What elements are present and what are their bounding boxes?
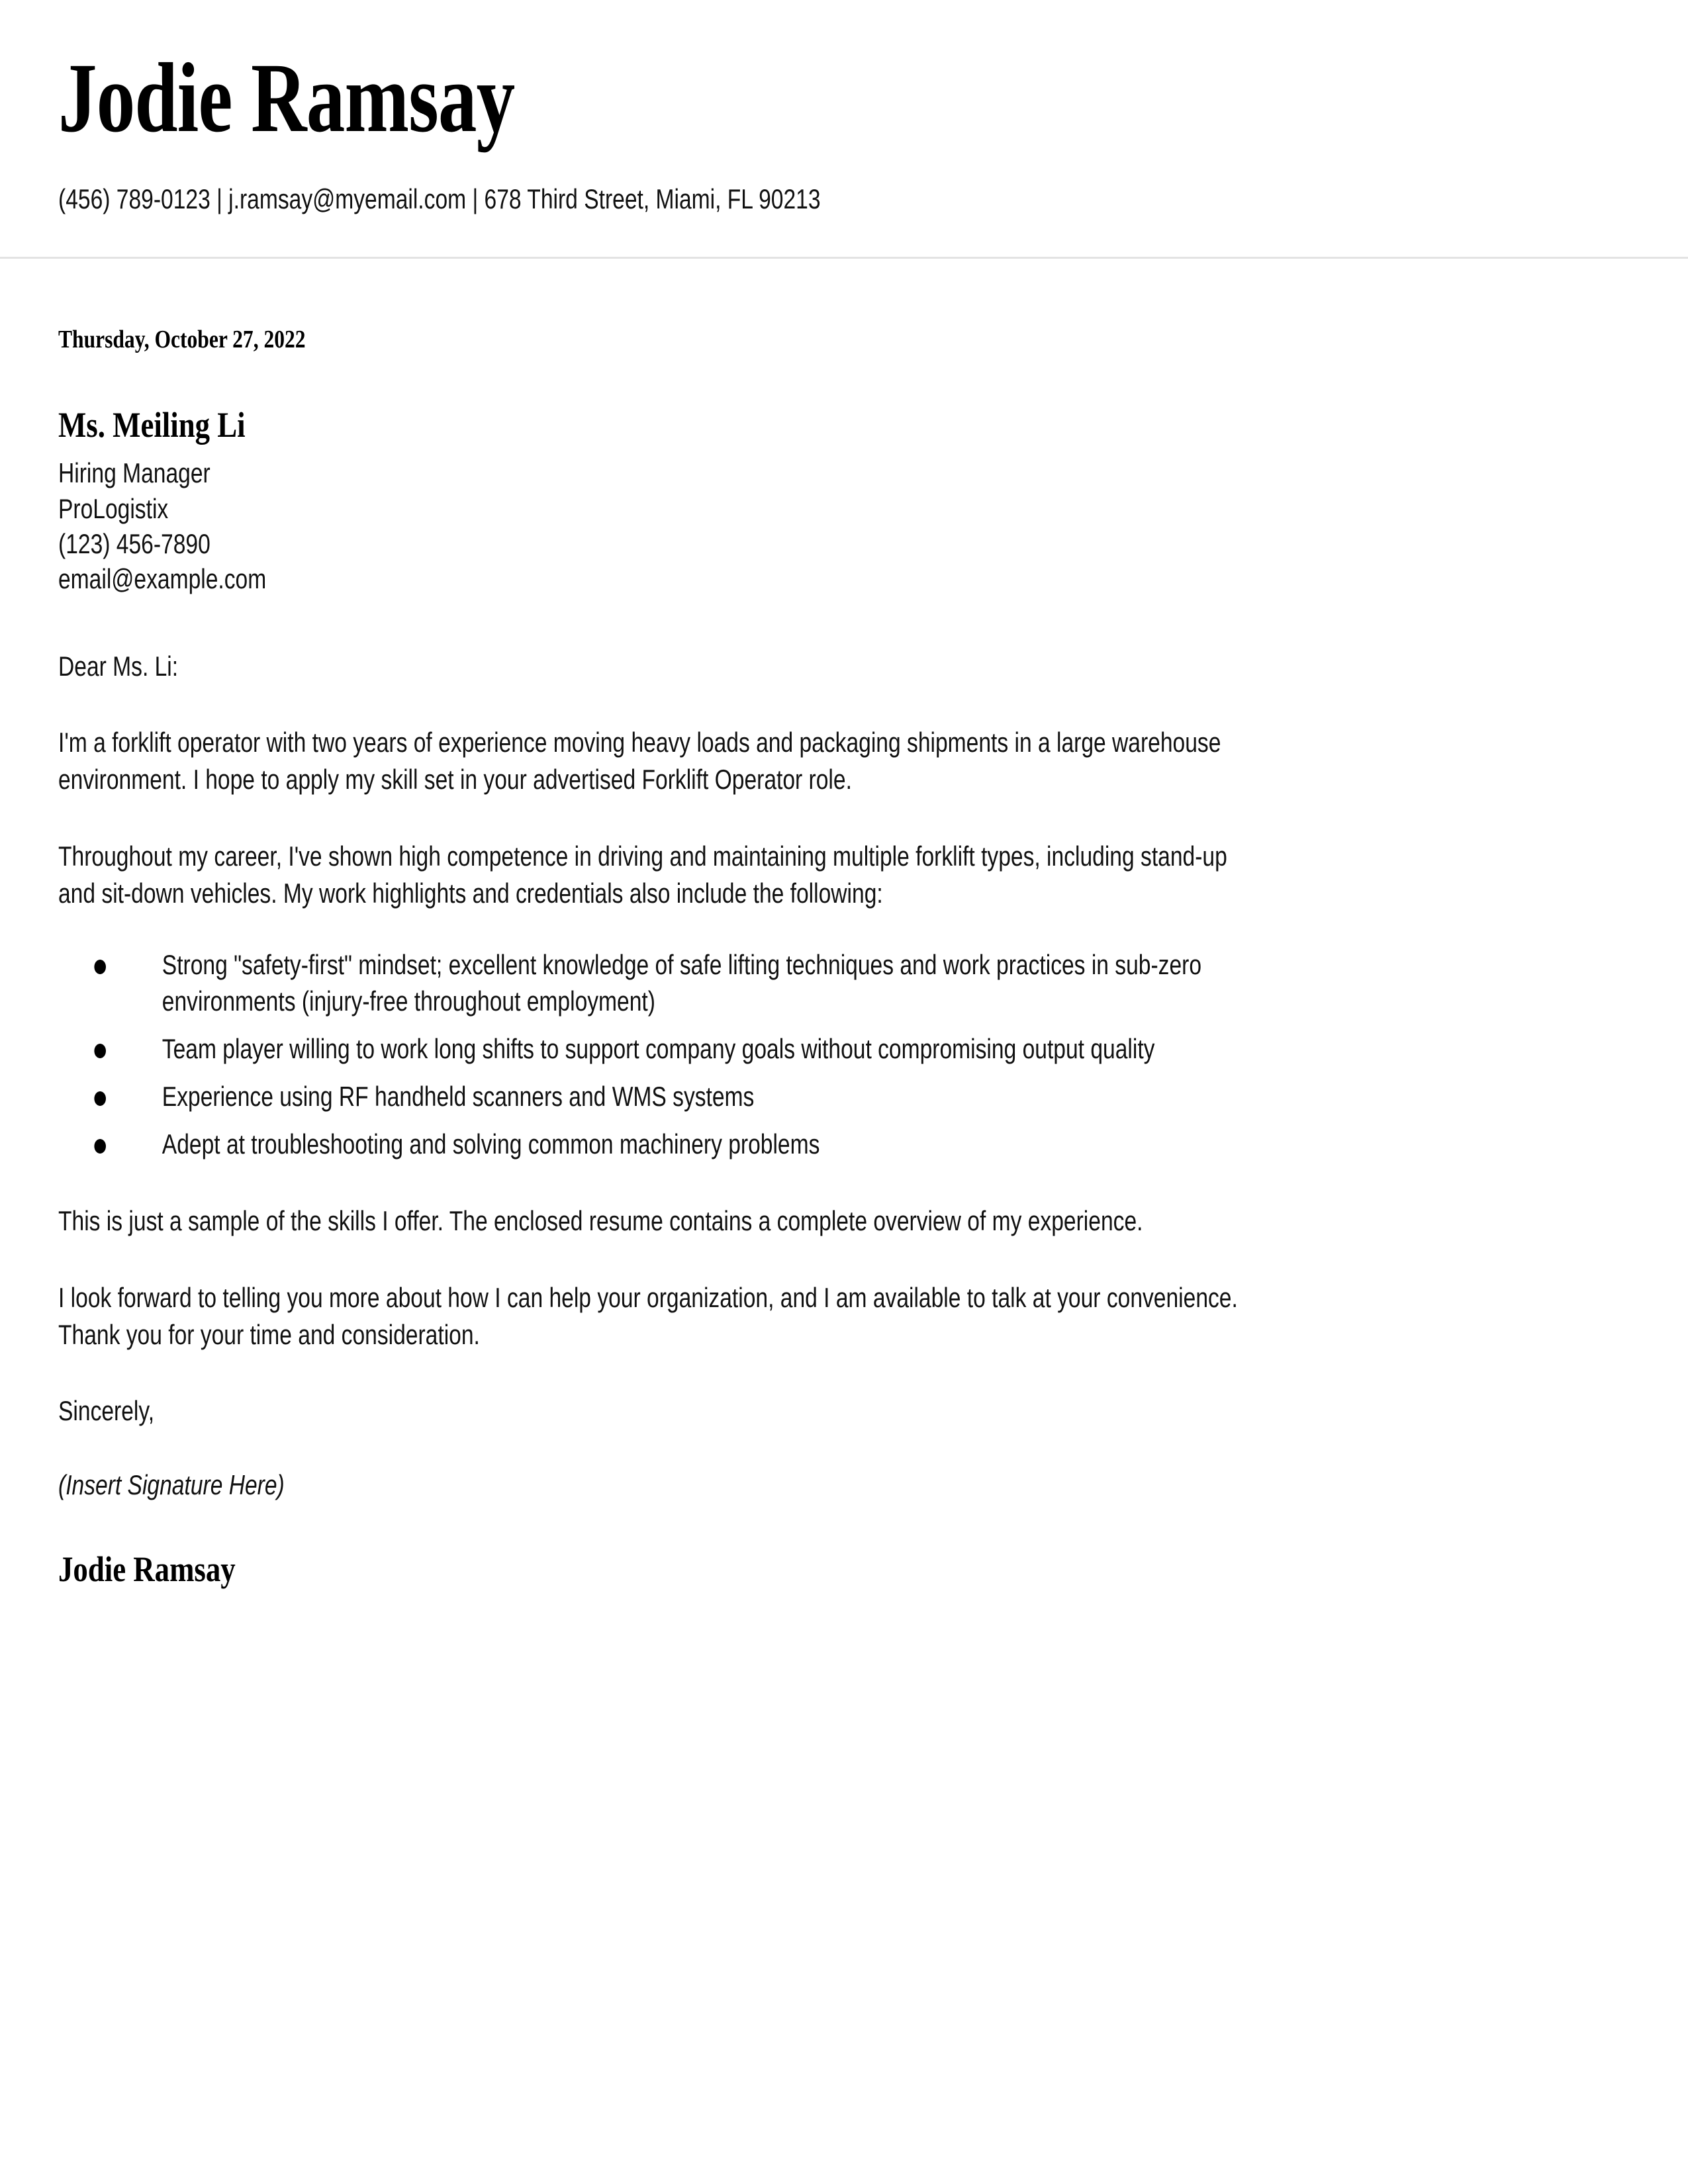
recipient-title: Hiring Manager — [58, 457, 211, 489]
recipient-company: ProLogistix — [58, 492, 169, 524]
list-item-text: Team player willing to work long shifts to support company goals without compromising output quality — [162, 1033, 1155, 1065]
applicant-name-heading: Jodie Ramsay — [58, 43, 515, 153]
bullet-dot-icon — [94, 1139, 106, 1154]
list-item — [58, 1126, 1317, 1163]
bullet-dot-icon — [94, 960, 106, 974]
bullet-dot-icon — [94, 1091, 106, 1106]
signature-placeholder: (Insert Signature Here) — [58, 1469, 285, 1501]
body-paragraph-2: Throughout my career, I've shown high competence in driving and maintaining multiple forklift types, including stand-up and sit-down vehicles. My work highlights and credentials also include the following: — [58, 840, 1227, 909]
letter-date: Thursday, October 27, 2022 — [58, 325, 306, 353]
closing-paragraph-1: This is just a sample of the skills I offer. The enclosed resume contains a complete overview of my experience. — [58, 1205, 1143, 1236]
letterhead — [0, 0, 1688, 259]
list-item-text: Strong "safety-first" mindset; excellent knowledge of safe lifting techniques and work practices in sub-zero environments (injury-free throughout employment) — [162, 948, 1202, 1017]
contact-info-line: (456) 789-0123 | j.ramsay@myemail.com | 678 Third Street, Miami, FL 90213 — [58, 183, 821, 214]
list-item-text: Adept at troubleshooting and solving common machinery problems — [162, 1128, 820, 1160]
list-item-text: Experience using RF handheld scanners and WMS systems — [162, 1081, 755, 1113]
list-item — [58, 946, 1317, 1021]
recipient-block — [58, 406, 1630, 597]
recipient-email: email@example.com — [58, 563, 267, 595]
recipient-name: Ms. Meiling Li — [58, 404, 246, 445]
letter-body — [0, 325, 1688, 1589]
list-item — [58, 1030, 1317, 1068]
body-paragraph-1: I'm a forklift operator with two years of experience moving heavy loads and packaging shipments in a large warehouse environment. I hope to apply my skill set in your advertised Forklift Operator role. — [58, 727, 1221, 796]
recipient-phone: (123) 456-7890 — [58, 527, 211, 559]
bullet-dot-icon — [94, 1044, 106, 1058]
closing-paragraph-2: I look forward to telling you more about how I can help your organization, and I am available to talk at your convenience. Thank you for your time and consideration. — [58, 1281, 1238, 1350]
salutation: Dear Ms. Li: — [58, 650, 179, 682]
highlights-bullet-list — [58, 946, 1630, 1163]
signoff-text: Sincerely, — [58, 1394, 155, 1426]
signature-name: Jodie Ramsay — [58, 1549, 236, 1589]
list-item — [58, 1078, 1317, 1115]
header-divider-rule — [0, 257, 1688, 259]
